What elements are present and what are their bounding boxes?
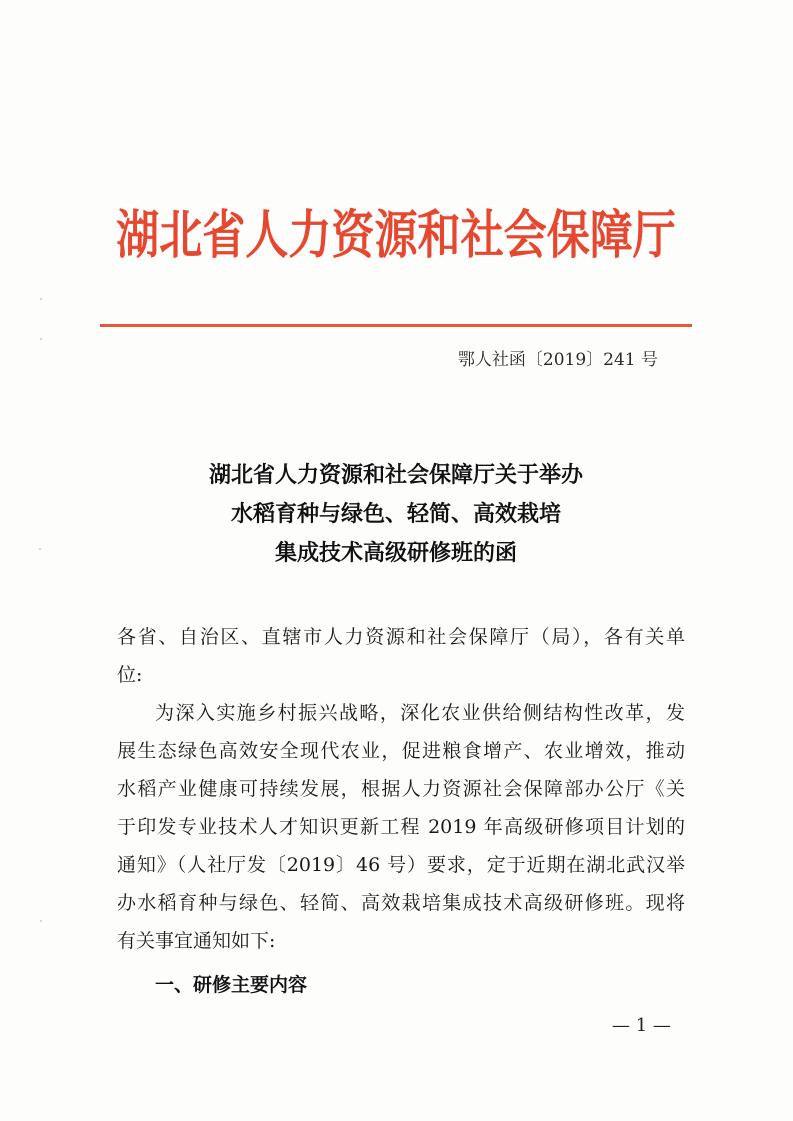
paragraph-line: 通知》（人社厅发〔2019〕46 号）要求，定于近期在湖北武汉举 [117, 854, 685, 876]
scan-speck [40, 338, 42, 340]
document-number: 鄂人社函〔2019〕241 号 [457, 350, 658, 370]
salutation-line: 位: [117, 664, 143, 686]
page-number: — 1 — [612, 1015, 671, 1036]
title-line: 湖北省人力资源和社会保障厅关于举办 [208, 462, 583, 488]
agency-name-text: 湖北省人力资源和社会保障厅 [116, 204, 676, 266]
paragraph-line: 展生态绿色高效安全现代农业，促进粮食增产、农业增效，推动 [117, 740, 685, 762]
paragraph-line: 为深入实施乡村振兴战略，深化农业供给侧结构性改革，发 [155, 702, 685, 724]
scan-speck [39, 548, 41, 550]
section-heading: 一、研修主要内容 [155, 974, 308, 996]
scan-speck [40, 298, 42, 300]
paragraph-line: 于印发专业技术人才知识更新工程 2019 年高级研修项目计划的 [117, 816, 685, 838]
letterhead-agency-name [100, 188, 692, 272]
paragraph-line: 水稻产业健康可持续发展，根据人力资源社会保障部办公厅《关 [117, 778, 685, 800]
paragraph-line: 有关事宜通知如下: [117, 930, 276, 952]
title-line: 集成技术高级研修班的函 [274, 540, 517, 566]
scan-speck [40, 920, 42, 922]
paragraph-line: 办水稻育种与绿色、轻简、高效栽培集成技术高级研修班。现将 [117, 892, 685, 914]
letterhead-red-rule [100, 324, 692, 327]
document-title [100, 456, 692, 573]
salutation-line: 各省、自治区、直辖市人力资源和社会保障厅（局），各有关单 [117, 626, 685, 648]
document-body [117, 618, 685, 960]
title-line: 水稻育种与绿色、轻简、高效栽培 [230, 501, 561, 527]
